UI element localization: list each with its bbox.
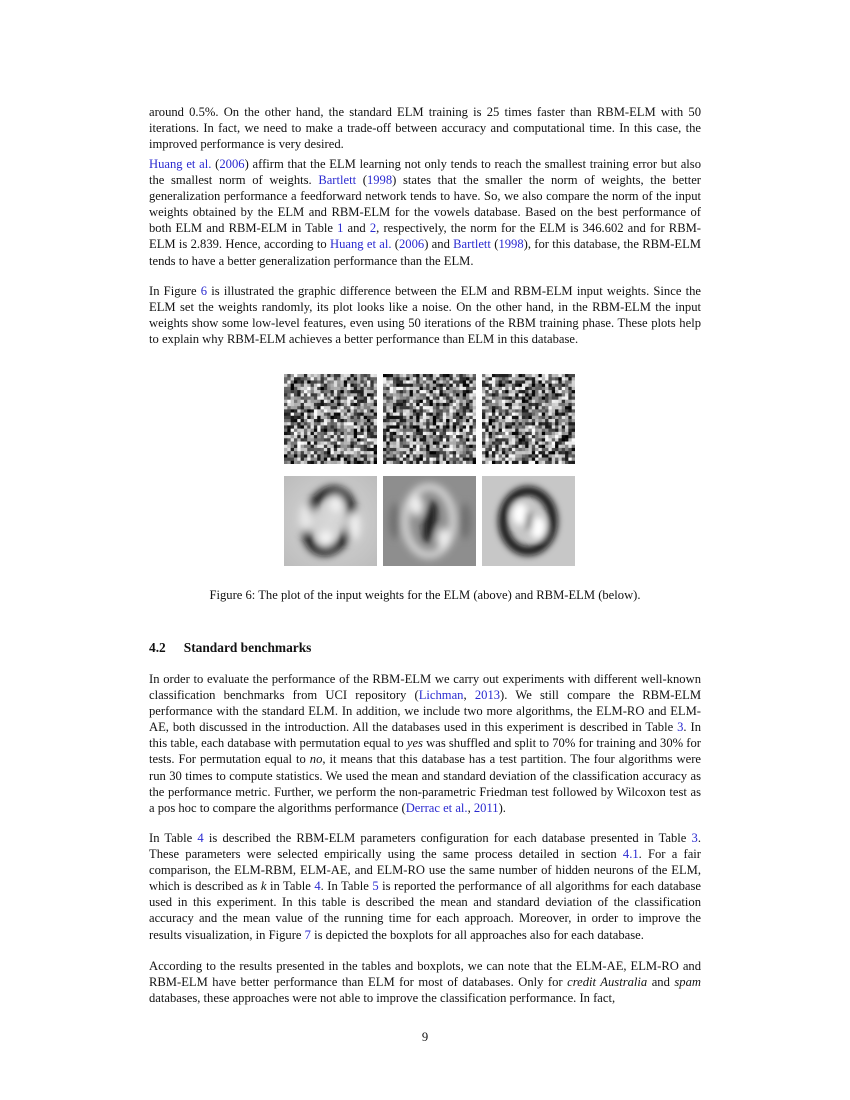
figure-6 <box>276 372 576 572</box>
p4-text: , <box>467 800 474 815</box>
rbm-feature-image <box>383 476 476 566</box>
citation-link[interactable]: 2006 <box>219 157 245 171</box>
p5-text: . For a fair comparison, the ELM-RBM, ELM-AE, and ELM-RO use the same number of hidden neurons of the ELM, which is described as <box>149 847 701 894</box>
elm-noise-image <box>383 374 476 464</box>
p6-emphasis: spam <box>674 975 701 990</box>
elm-noise-image <box>284 374 377 464</box>
p2-text: ( <box>356 173 367 188</box>
p4-text: , <box>463 688 475 703</box>
rbm-feature-image <box>482 476 575 566</box>
citation-link[interactable]: 2006 <box>399 237 425 252</box>
p2-text: ) affirm that the ELM learning not only tends to reach the smallest training error but also the smallest norm of weights. <box>149 157 701 188</box>
paragraph-6 <box>149 958 701 1006</box>
p6-text: According to the results presented in the tables and boxplots, we can note that the ELM-AE, ELM-RO and RBM-ELM have better performance than ELM for most of databases. Only for <box>149 959 701 990</box>
rbm-elm-weights-plot-3 <box>482 476 575 566</box>
elm-weights-plot-1 <box>284 374 377 464</box>
p1-text: around 0.5%. On the other hand, the standard ELM training is 25 times faster than RBM-ELM with 50 iterations. In fact, we need to make a trade-off between accuracy and computational time. In this case, the improved performance is very desired. <box>149 105 701 152</box>
p4-text: ). We still compare the RBM-ELM performance with the standard ELM. In addition, we include two more algorithms, the ELM-RO and ELM-AE, both discussed in the introduction. All the databases used in this experiment is described in Table <box>149 688 702 735</box>
elm-noise-image <box>482 374 575 464</box>
p4-text: . In this table, each database with permutation equal to <box>149 720 701 751</box>
table-ref-link[interactable]: 2 <box>369 221 377 236</box>
table-ref-link[interactable]: 3 <box>677 720 684 735</box>
paragraph-2 <box>149 156 701 269</box>
p5-text: . In Table <box>320 879 373 894</box>
rbm-elm-weights-plot-1 <box>284 476 377 566</box>
p2-text: ) states that the smaller the norm of weights, the better generalization performance a feedforward network tends to have. So, we also compare the norm of the input weights obtained by the ELM and RBM-ELM for the vowels database. Based on the best performance of both ELM and RBM-ELM in Table <box>149 173 701 236</box>
rbm-elm-weights-plot-2 <box>383 476 476 566</box>
math-symbol: k <box>260 879 267 894</box>
p2-text: ), for this database, the RBM-ELM tends to have a better generalization performance than the ELM. <box>149 237 701 268</box>
p5-text: in Table <box>266 879 315 894</box>
citation-link[interactable]: 1998 <box>498 237 524 252</box>
figure-ref-link[interactable]: 6 <box>200 284 208 298</box>
p4-emphasis: yes <box>406 736 423 751</box>
p6-text: and <box>647 975 675 990</box>
elm-weights-plot-2 <box>383 374 476 464</box>
p2-text: ( <box>490 237 499 252</box>
figure-caption: Figure 6: The plot of the input weights for the ELM (above) and RBM-ELM (below). <box>209 588 641 602</box>
paragraph-5 <box>149 830 701 943</box>
p5-text: is described the RBM-ELM parameters configuration for each database presented in Table <box>203 831 692 845</box>
p2-text: ( <box>211 157 220 171</box>
p5-text: In Table <box>149 831 198 845</box>
citation-link[interactable]: Lichman <box>418 688 464 703</box>
paragraph-3 <box>149 283 701 347</box>
paragraph-4 <box>149 671 701 816</box>
p5-text: is reported the performance of all algorithms for each database used in this experiment. In this table is described the mean and standard deviation of the classification accuracy and the mean value of the running time for each approach. Moreover, in order to improve the results visualization, in Figure <box>149 879 701 942</box>
table-ref-link[interactable]: 3 <box>691 831 698 845</box>
p3-text: is illustrated the graphic difference between the ELM and RBM-ELM input weights. Since the ELM set the weights randomly, its plot looks like a noise. On the other hand, in the RBM-ELM the input weights show some low-level features, even using 50 iterations of the RBM training phase. These plots help to explain why RBM-ELM achieves a better performance than ELM in this database. <box>149 284 701 347</box>
p4-emphasis: no <box>309 752 323 767</box>
citation-link[interactable]: 2013 <box>474 688 501 703</box>
section-title: Standard benchmarks <box>183 640 312 655</box>
p4-text: was shuffled and split to 70% for training and 30% for tests. For permutation equal to <box>149 736 701 767</box>
figure-ref-link[interactable]: 7 <box>304 927 311 942</box>
page-number: 9 <box>421 1030 429 1044</box>
p2-text: , respectively, the norm for the ELM is 346.602 and for RBM-ELM is 2.839. Hence, according to <box>149 221 702 252</box>
rbm-feature-image <box>284 476 377 566</box>
p3-text: In Figure <box>149 284 201 298</box>
p5-text: is depicted the boxplots for all approaches also for each database. <box>310 927 644 942</box>
p4-text: ). <box>498 800 506 815</box>
paragraph-1 <box>149 104 701 152</box>
section-number: 4.2 <box>149 640 166 655</box>
citation-link[interactable]: 2011 <box>473 800 499 815</box>
section-ref-link[interactable]: 4.1 <box>622 847 639 862</box>
citation-link[interactable]: Derrac et al. <box>405 800 468 815</box>
p2-text: and <box>343 221 370 236</box>
citation-link[interactable]: Bartlett <box>318 173 357 188</box>
p5-text: . These parameters were selected empirically using the same process detailed in section <box>149 831 701 862</box>
citation-link[interactable]: Huang et al. <box>149 157 212 171</box>
table-ref-link[interactable]: 4 <box>314 879 321 894</box>
p6-emphasis: credit Australia <box>567 975 648 990</box>
table-ref-link[interactable]: 5 <box>372 879 379 894</box>
p4-text: , it means that this database has a test partition. The four algorithms were run 30 times to compute statistics. We used the mean and standard deviation of the classification accuracy as the performance metric. Further, we perform the non-parametric Friedman test followed by Wilcoxon test as a pos hoc to compare the algorithms performance ( <box>149 752 701 815</box>
table-ref-link[interactable]: 1 <box>337 221 344 236</box>
p4-text: In order to evaluate the performance of the RBM-ELM we carry out experiments with different well-known classification benchmarks from UCI repository ( <box>149 672 701 703</box>
p2-text: ) and <box>424 237 454 252</box>
p2-text: ( <box>391 237 399 252</box>
p6-text: databases, these approaches were not able to improve the classification performance. In fact, <box>149 991 616 1006</box>
table-ref-link[interactable]: 4 <box>197 831 204 845</box>
elm-weights-plot-3 <box>482 374 575 464</box>
section-heading <box>149 640 311 656</box>
citation-link[interactable]: 1998 <box>366 173 393 188</box>
citation-link[interactable]: Huang et al. <box>330 237 392 252</box>
citation-link[interactable]: Bartlett <box>453 237 491 252</box>
